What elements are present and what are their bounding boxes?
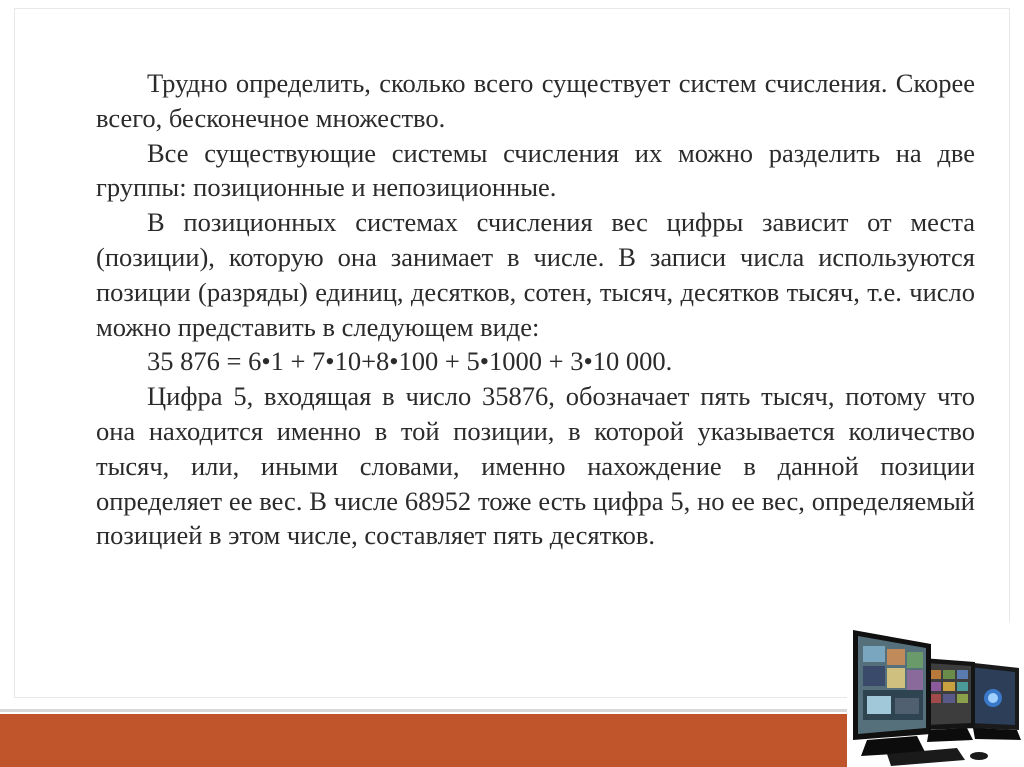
- monitor-front-left: [853, 630, 931, 740]
- paragraph-digit-example: Цифра 5, входящая в число 35876, обозначает пять тысяч, потому что она находится именно в той позиции, в которой указывается количество тысяч, или, иными словами, именно нахождение в данной позиции определяет ее вес. В числе 68952 тоже есть цифра 5, но ее вес, определяемый позицией в этом числе, составляет пять десятков.: [96, 381, 975, 551]
- computer-monitors-illustration: [847, 622, 1024, 767]
- paragraph-intro: Трудно определить, сколько всего существует систем счисления. Скорее всего, бесконечное множество.: [96, 68, 975, 133]
- paragraph-positional: В позиционных системах счисления вес цифры зависит от места (позиции), которую она занимает в числе. В записи числа используются позиции (разряды) единиц, десятков, сотен, тысяч, десятков тысяч, т.е. число можно представить в следующем виде:: [96, 207, 975, 342]
- paragraph-groups: Все существующие системы счисления их можно разделить на две группы: позиционные и непозиционные.: [96, 137, 975, 203]
- paragraph-formula: 35 876 = 6•1 + 7•10+8•100 + 5•1000 + 3•10 000.: [147, 346, 673, 377]
- text-body: [96, 66, 975, 553]
